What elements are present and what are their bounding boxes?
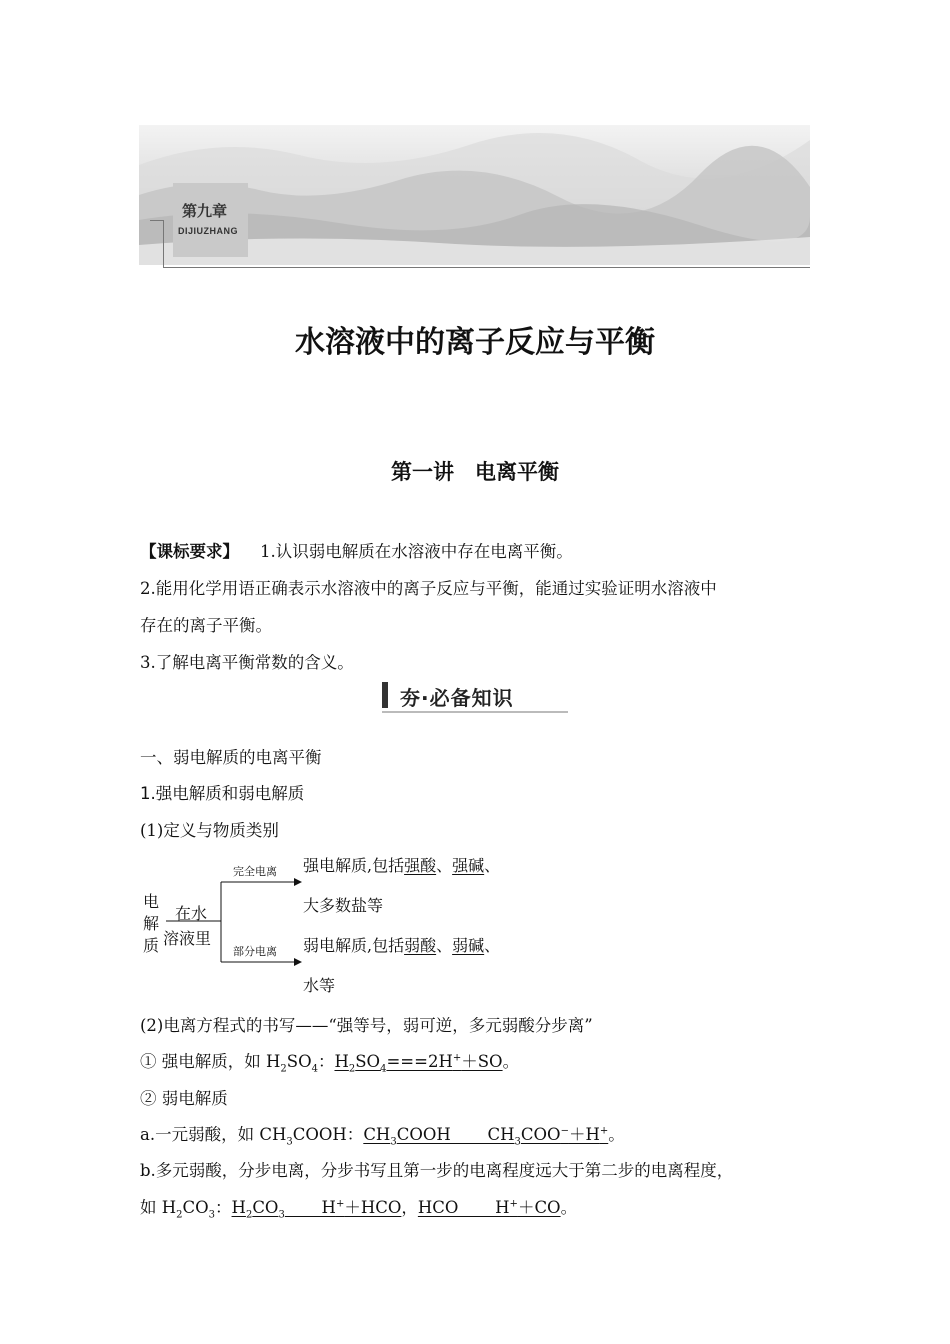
polyprotic-acid-description: b.多元弱酸，分步电离，分步书写且第一步的电离程度远大于第二步的电离程度， [140,1161,734,1180]
weak-base-answer: 弱碱 [452,936,485,955]
strong-base-answer: 强碱 [452,856,485,875]
banner-divider [163,267,810,268]
lecture-title: 第一讲 电离平衡 [391,459,559,484]
section-bar [382,682,388,708]
requirement-line-1 [140,538,573,562]
weak-electrolyte-heading: ② 弱电解质 [140,1089,228,1108]
diagram-middle-line-1: 在水 [175,904,208,923]
weak-electrolyte-line: 弱电解质,包括弱酸、弱碱、 [303,936,501,955]
subheading-equation: (2)电离方程式的书写——“强等号，弱可逆，多元弱酸分步离” [140,1016,593,1035]
strong-electrolyte-line-2: 大多数盐等 [303,896,384,915]
strong-electrolyte-example: ① 强电解质，如 $H_2SO_4$：$H_2SO_4===2H^++SO$。 [140,1052,520,1075]
weak-acid-answer: 弱酸 [404,936,437,955]
chapter-pinyin: DIJIUZHANG [178,226,239,236]
subheading-definition: (1)定义与物质类别 [140,821,279,840]
weak-electrolyte-line-2: 水等 [303,976,336,995]
requirement-item-3: 3.了解电离平衡常数的含义。 [140,653,354,672]
section-header [382,680,568,710]
requirement-item-2-line-1: 2.能用化学用语正确表示水溶液中的离子反应与平衡，能通过实验证明水溶液中 [140,579,717,598]
heading-weak-electrolyte: 一、弱电解质的电离平衡 [140,748,322,767]
heading-strong-weak: 1.强电解质和弱电解质 [140,784,305,803]
diagram-left-char: 电 [143,892,160,911]
section-header-text: 夯·必备知识 [400,686,514,710]
acetic-acid-equation-answer: $CH_3COOH$ $CH_3COO^-+H^+$ [363,1125,609,1148]
strong-acid-answer: 强酸 [404,856,437,875]
h2so4-equation-answer: $H_2SO_4===2H^++SO$ [334,1052,503,1075]
diagram-left-char: 解 [143,914,160,933]
section-underline [382,711,568,713]
diagram-middle-line-2: 溶液里 [163,929,212,948]
upper-arrow-label: 完全电离 [233,865,277,878]
requirement-item-2-line-2: 存在的离子平衡。 [140,616,272,635]
requirement-item-1: 1.认识弱电解质在水溶液中存在电离平衡。 [259,542,573,561]
carbonic-step1-answer: $H_2CO_3$ H+＋HCO [231,1198,402,1221]
lower-arrow-label: 部分电离 [233,945,277,958]
carbonic-step2-answer: HCO H+＋CO [417,1198,561,1217]
strong-electrolyte-line: 强电解质,包括强酸、强碱、 [303,856,501,875]
carbonic-acid-example: 如 $H_2CO_3$：$H_2CO_3$ H+＋HCO，HCO H+＋CO。 [140,1198,578,1221]
page-title: 水溶液中的离子反应与平衡 [295,325,655,360]
monoprotic-acid-example: a.一元弱酸，如 $CH_3COOH$：$CH_3COOH$ $CH_3COO^-+H^+$。 [140,1125,625,1148]
banner-divider [150,220,163,221]
diagram-left-char: 质 [143,936,160,955]
banner-divider [163,220,164,268]
chapter-title: 第九章 [182,202,228,220]
requirement-label: 【课标要求】 [140,542,239,561]
